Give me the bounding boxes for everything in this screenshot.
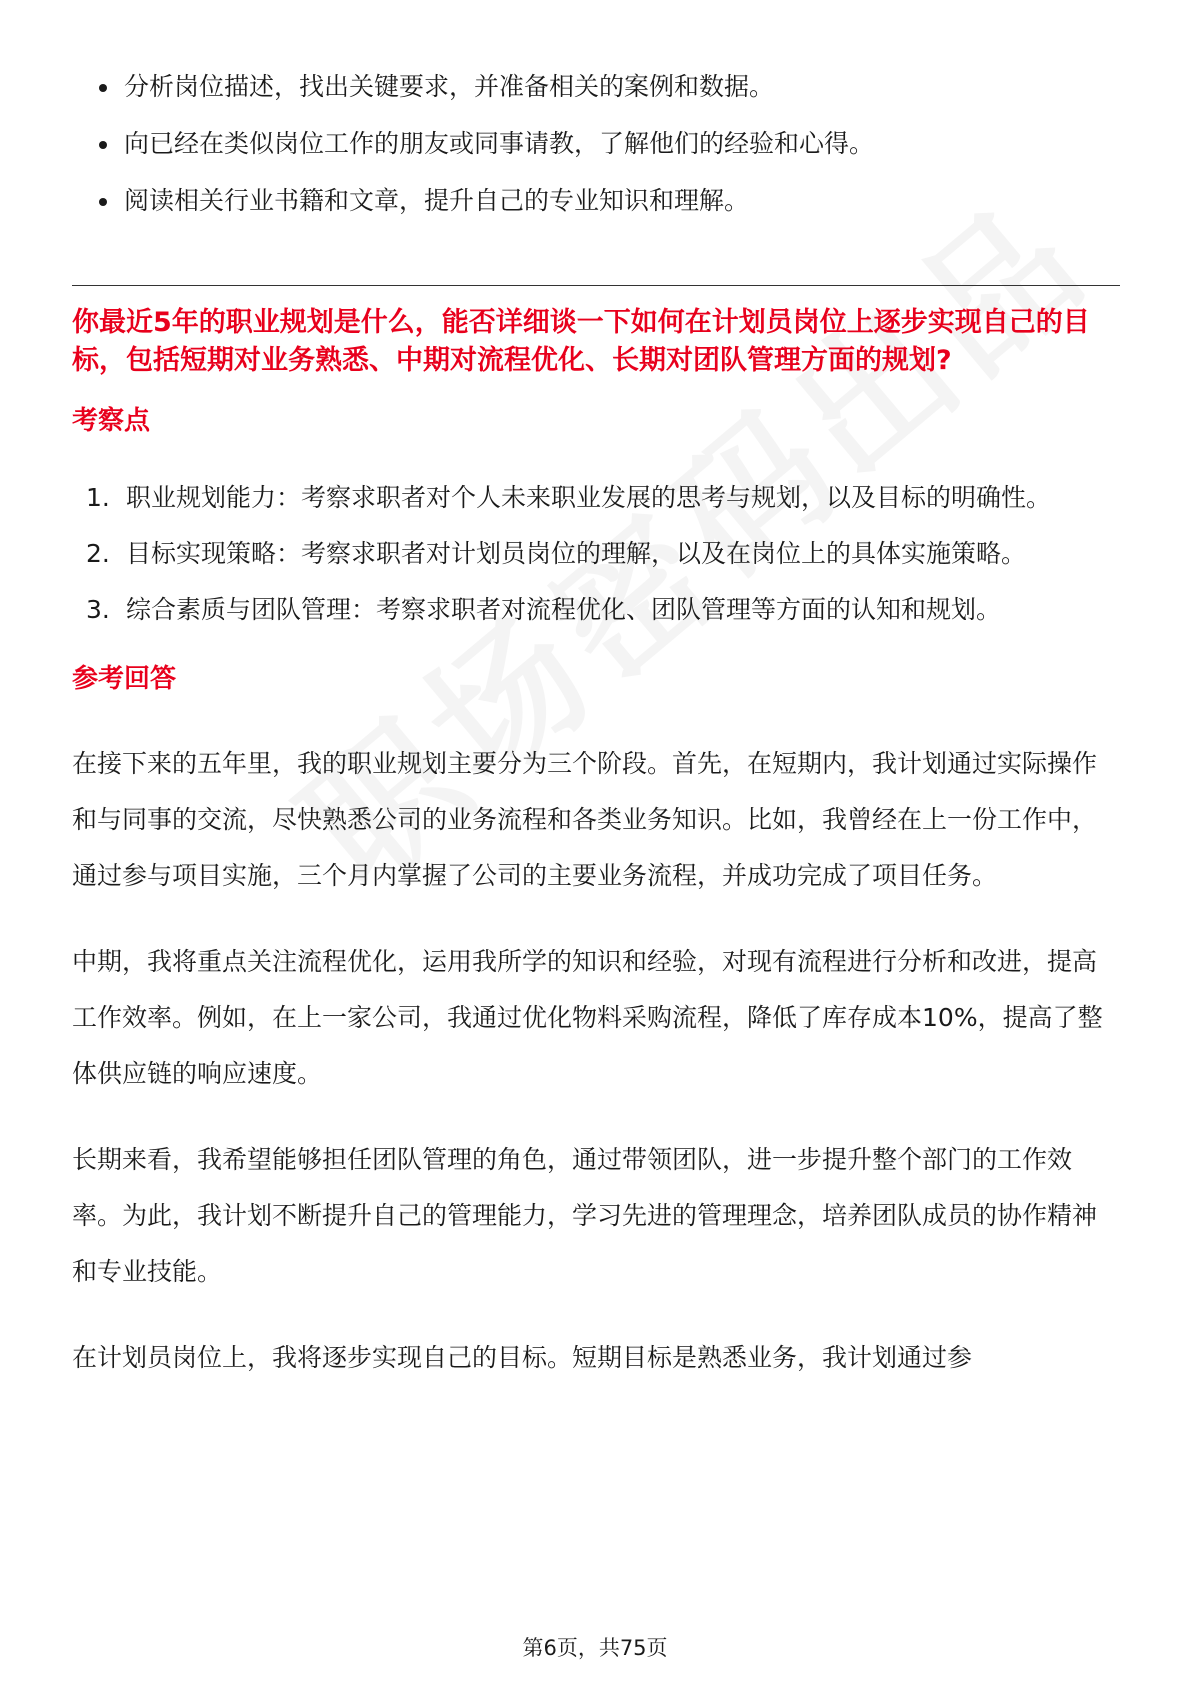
answer-paragraph: 长期来看，我希望能够担任团队管理的角色，通过带领团队，进一步提升整个部门的工作效率。为此，我计划不断提升自己的管理能力，学习先进的管理理念，培养团队成员的协作精神和专业技能。 <box>72 1145 1098 1286</box>
answer-paragraph: 中期，我将重点关注流程优化，运用我所学的知识和经验，对现有流程进行分析和改进，提高工作效率。例如，在上一家公司，我通过优化物料采购流程，降低了库存成本10%，提高了整体供应链的响应速度。 <box>72 947 1103 1088</box>
answer-paragraph: 在计划员岗位上，我将逐步实现自己的目标。短期目标是熟悉业务，我计划通过参 <box>72 1343 973 1372</box>
list-item-text: 综合素质与团队管理：考察求职者对流程优化、团队管理等方面的认知和规划。 <box>126 595 1002 624</box>
list-item-text: 目标实现策略：考察求职者对计划员岗位的理解，以及在岗位上的具体实施策略。 <box>126 539 1027 568</box>
prep-bullet-list <box>72 58 1120 229</box>
assessment-heading: 考察点 <box>72 406 151 436</box>
page-number: 第6页，共75页 <box>522 1636 668 1660</box>
list-item: 向已经在类似岗位工作的朋友或同事请教，了解他们的经验和心得。 <box>72 115 1120 172</box>
list-item: 分析岗位描述，找出关键要求，并准备相关的案例和数据。 <box>72 58 1120 115</box>
list-number: 1. <box>86 483 110 512</box>
list-number: 3. <box>86 595 110 624</box>
list-item <box>72 526 1120 582</box>
answer-heading: 参考回答 <box>72 664 177 694</box>
assessment-list <box>72 470 1120 638</box>
list-item <box>72 582 1120 638</box>
list-item <box>72 470 1120 526</box>
list-item: 阅读相关行业书籍和文章，提升自己的专业知识和理解。 <box>72 172 1120 229</box>
section-divider <box>72 285 1120 286</box>
document-body <box>72 58 1120 1386</box>
list-item-text: 职业规划能力：考察求职者对个人未来职业发展的思考与规划，以及目标的明确性。 <box>126 483 1052 512</box>
list-number: 2. <box>86 539 110 568</box>
answer-paragraph: 在接下来的五年里，我的职业规划主要分为三个阶段。首先，在短期内，我计划通过实际操作和与同事的交流，尽快熟悉公司的业务流程和各类业务知识。比如，我曾经在上一份工作中，通过参与项目实施，三个月内掌握了公司的主要业务流程，并成功完成了项目任务。 <box>72 749 1098 890</box>
interview-question: 你最近5年的职业规划是什么，能否详细谈一下如何在计划员岗位上逐步实现自己的目标，包括短期对业务熟悉、中期对流程优化、长期对团队管理方面的规划? <box>72 307 1090 376</box>
